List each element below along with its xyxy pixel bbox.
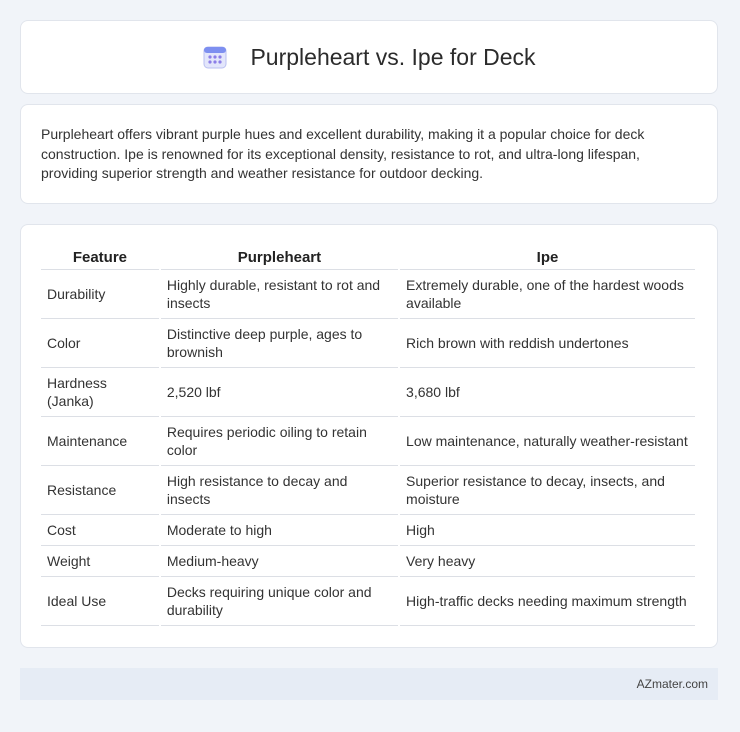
table-row (41, 417, 695, 466)
purpleheart-cell: High resistance to decay and insects (161, 466, 398, 515)
table-row (41, 466, 695, 515)
table-row (41, 546, 695, 577)
feature-cell: Weight (41, 546, 159, 577)
header-ipe: Ipe (400, 245, 695, 270)
feature-cell: Cost (41, 515, 159, 546)
table-row (41, 515, 695, 546)
intro-card (20, 104, 718, 204)
table-header-row (41, 245, 695, 270)
table-row (41, 577, 695, 626)
ipe-cell: Low maintenance, naturally weather-resistant (400, 417, 695, 466)
purpleheart-cell: Distinctive deep purple, ages to brownish (161, 319, 398, 368)
table-row (41, 368, 695, 417)
feature-cell: Durability (41, 270, 159, 319)
table-row (41, 270, 695, 319)
ipe-cell: High-traffic decks needing maximum strength (400, 577, 695, 626)
purpleheart-cell: Decks requiring unique color and durability (161, 577, 398, 626)
footer-bar (20, 668, 718, 700)
calendar-icon (202, 44, 228, 70)
purpleheart-cell: Moderate to high (161, 515, 398, 546)
ipe-cell: 3,680 lbf (400, 368, 695, 417)
title-card (20, 20, 718, 94)
intro-paragraph: Purpleheart offers vibrant purple hues and excellent durability, making it a popular choice for deck construction. Ipe is renowned for its exceptional density, resistance to rot, and ultra-long lifespan, providing superior strength and weather resistance for outdoor decking. (41, 126, 645, 181)
feature-cell: Hardness (Janka) (41, 368, 159, 417)
ipe-cell: Extremely durable, one of the hardest woods available (400, 270, 695, 319)
ipe-cell: Very heavy (400, 546, 695, 577)
footer-brand[interactable]: AZmater.com (636, 677, 708, 691)
header-purpleheart: Purpleheart (161, 245, 398, 270)
comparison-card (20, 224, 718, 648)
feature-cell: Ideal Use (41, 577, 159, 626)
feature-cell: Resistance (41, 466, 159, 515)
purpleheart-cell: Highly durable, resistant to rot and insects (161, 270, 398, 319)
ipe-cell: Rich brown with reddish undertones (400, 319, 695, 368)
header-feature: Feature (41, 245, 159, 270)
feature-cell: Color (41, 319, 159, 368)
ipe-cell: High (400, 515, 695, 546)
ipe-cell: Superior resistance to decay, insects, and moisture (400, 466, 695, 515)
purpleheart-cell: 2,520 lbf (161, 368, 398, 417)
comparison-table (39, 245, 697, 626)
feature-cell: Maintenance (41, 417, 159, 466)
purpleheart-cell: Requires periodic oiling to retain color (161, 417, 398, 466)
purpleheart-cell: Medium-heavy (161, 546, 398, 577)
page-title: Purpleheart vs. Ipe for Deck (250, 43, 536, 70)
table-row (41, 319, 695, 368)
